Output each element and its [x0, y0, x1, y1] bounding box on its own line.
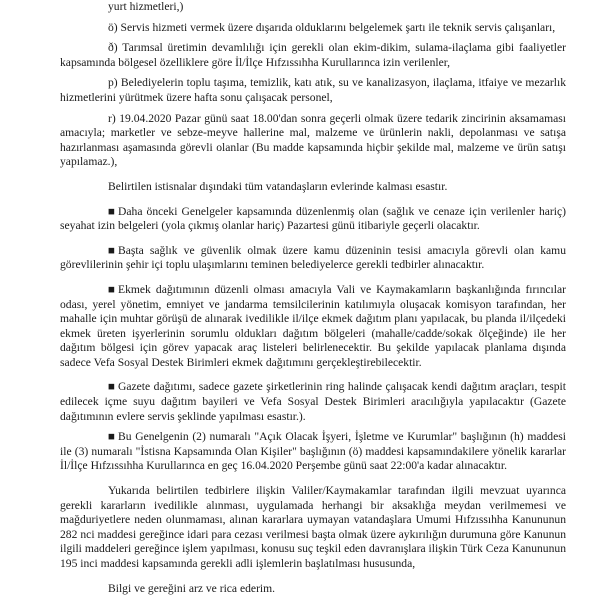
bullet-paragraph-travel-permits [60, 205, 566, 234]
bullet-text: Daha önceki Genelgeler kapsamında düzenlenmiş olan (sağlık ve cenaze için verilenler hariç) seyahat izin belgeleri (yola çıkmış olanlar hariç) Pazartesi günü itibariyle geçerli olacaktır. [60, 204, 566, 233]
paragraph-cut-top: yurt hizmetleri,) [108, 0, 184, 13]
bullet-icon: ■ [108, 243, 116, 257]
paragraph-stay-home: Belirtilen istisnalar dışındaki tüm vatandaşların evlerinde kalması esastır. [108, 179, 448, 193]
list-item-o2: ð) Tarımsal üretimin devamlılığı için gerekli olan ekim-dikim, sulama-ilaçlama gibi faaliyetler kapsamında bölgesel özelliklere göre İl/İlçe Hıfzıssıhha Kurullarınca izin verilenler, [60, 41, 566, 69]
bullet-icon: ■ [108, 204, 116, 218]
paragraph-closing: Bilgi ve gereğini arz ve rica ederim. [108, 581, 276, 595]
bullet-icon: ■ [108, 380, 116, 394]
list-item-p: p) Belediyelerin toplu taşıma, temizlik, katı atık, su ve kanalizasyon, ilaçlama, itfaiye ve mezarlık hizmetlerini yürütmek üzere hafta sonu çalışacak personel, [60, 76, 566, 104]
bullet-text: Bu Genelgenin (2) numaralı "Açık Olacak İşyeri, İşletme ve Kurumlar" başlığının (h) maddesi ile (3) numaralı "İstisna Kapsamında Olan Kişiler" başlığının (ö) maddesi kapsamındakilere yönelik kararlar İl/İlçe Hıfzıssıhha Kurullarınca en geç 16.04.2020 Perşembe günü saat 22:00'a kadar alınacaktır. [60, 430, 566, 473]
list-item-o: ö) Servis hizmeti vermek üzere dışarıda olduklarını belgelemek şartı ile teknik servis çalışanları, [108, 20, 556, 34]
bullet-paragraph-decisions [60, 430, 566, 474]
paragraph-measures: Yukarıda belirtilen tedbirlere ilişkin Valiler/Kaymakamlar tarafından ilgili mevzuat uyarınca gerekli kararların ivedilikle alınması, uygulamada herhangi bir aksaklığa meydan verilmemesi ve mağduriyetlere neden olunmaması, alınan kararlara uymayan vatandaşlara Umumi Hıfzıssıhha Kanununun 282 nci maddesi gereğince idari para cezası verilmesi başta olmak üzere aykırılığın durumuna göre Kanunun ilgili maddeleri gereğince işlem yapılması, konusu suç teşkil eden davranışlara ilişkin Türk Ceza Kanununun 195 inci maddesi kapsamında gerekli adli işlemlerin başlatılması hususunda, [60, 484, 566, 570]
bullet-icon: ■ [108, 282, 116, 296]
bullet-text: Ekmek dağıtımının düzenli olması amacıyla Vali ve Kaymakamların başkanlığında fırıncılar odası, yerel yönetim, emniyet ve jandarma temsilcilerinin katılımıyla oluşacak komisyon tarafından, her mahalle için muhtar görüşü de alınarak ivedilikle il/ilçe ekmek dağıtım planı yapılacak, bu planda il/ilçedeki ekmek üreten işyerlerinin sorumlu oldukları dağıtım bölgeleri (mahalle/cadde/sokak ölçeğinde) ile her dağıtım bölgesi için görev yapacak araç listeleri belirlenecektir. Bu şekilde yapılacak planlama dışında sadece Vefa Sosyal Destek Birimleri ekmek dağıtımını gerçekleştirebilecektir. [60, 282, 566, 369]
bullet-text: Başta sağlık ve güvenlik olmak üzere kamu düzeninin tesisi amacıyla görevli olan kamu görevlilerinin şehir içi toplu ulaşımlarını teminen belediyelerce gerekli tedbirler alınacaktır. [60, 243, 566, 272]
bullet-paragraph-bread-distribution [60, 283, 566, 371]
bullet-text: Gazete dağıtımı, sadece gazete şirketlerinin ring halinde çalışacak kendi dağıtım araçları, tespit edilecek içme suyu dağıtım bayileri ve Vefa Sosyal Destek Birimleri aracılığıyla yapılacaktır (Gazete dağıtımının evlere servis şeklinde yapılması esastır.). [60, 380, 566, 423]
list-item-r: r) 19.04.2020 Pazar günü saat 18.00'dan sonra geçerli olmak üzere tedarik zincirinin aksamaması amacıyla; marketler ve sebze-meyve hallerine mal, malzeme ve ürünlerin nakli, depolanması ve satışa hazırlanması aşamasında görevli olanlar (Bu madde kapsamında hiçbir şekilde mal, malzeme ve ürün satışı yapılamaz.), [60, 111, 566, 169]
bullet-paragraph-newspaper [60, 380, 566, 424]
bullet-icon: ■ [108, 430, 116, 444]
bullet-paragraph-public-transport [60, 244, 566, 273]
